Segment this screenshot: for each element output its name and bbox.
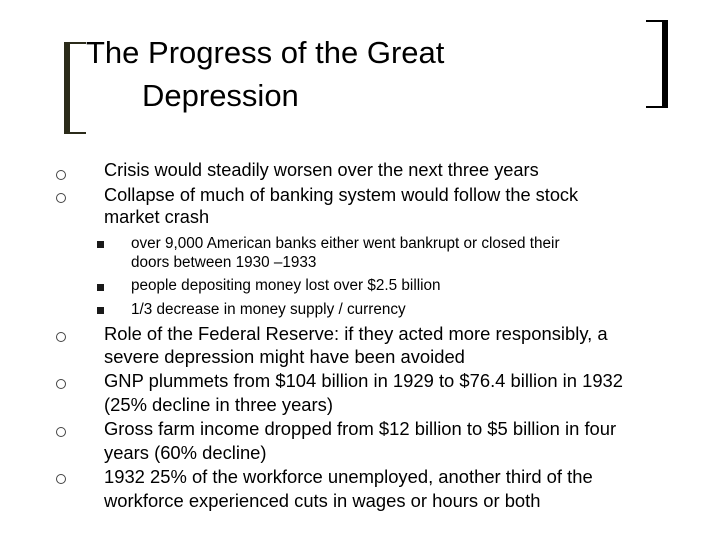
title-line-1: The Progress of the Great (86, 35, 445, 70)
bullet-text-line-1: 1932 25% of the workforce unemployed, another third of the (104, 466, 593, 487)
filled-square-bullet-icon (97, 241, 104, 248)
bullet-text-line-1: Collapse of much of banking system would follow the stock (104, 185, 579, 205)
title-line-2: Depression (142, 78, 299, 113)
hollow-circle-bullet-icon (56, 332, 66, 342)
bullet-text-line-1: Role of the Federal Reserve: if they acted more responsibly, a (104, 323, 608, 344)
hollow-circle-bullet-icon (56, 170, 66, 180)
left-bracket-icon (64, 42, 86, 134)
bullet-text-line-2: workforce experienced cuts in wages or hours or both (104, 490, 541, 511)
hollow-circle-bullet-icon (56, 474, 66, 484)
bullet-text-line-2: (25% decline in three years) (104, 394, 333, 415)
hollow-circle-bullet-icon (56, 193, 66, 203)
filled-square-bullet-icon (97, 284, 104, 291)
bullet-text-line-1: Gross farm income dropped from $12 billion to $5 billion in four (104, 418, 617, 439)
slide-title (86, 31, 444, 117)
right-bracket-icon (646, 20, 668, 108)
hollow-circle-bullet-icon (56, 427, 66, 437)
sub-bullet-text-line-1: over 9,000 American banks either went bankrupt or closed their (131, 235, 560, 252)
sub-bullet-text: people depositing money lost over $2.5 billion (131, 277, 441, 294)
filled-square-bullet-icon (97, 307, 104, 314)
bullet-text-line-1: GNP plummets from $104 billion in 1929 to $76.4 billion in 1932 (104, 370, 623, 391)
bullet-text-line-2: severe depression might have been avoided (104, 346, 465, 367)
bullet-text-line-2: market crash (104, 207, 210, 227)
sub-bullet-text: 1/3 decrease in money supply / currency (131, 301, 406, 318)
hollow-circle-bullet-icon (56, 379, 66, 389)
bullet-text-line-2: years (60% decline) (104, 442, 267, 463)
sub-bullet-text-line-2: doors between 1930 –1933 (131, 254, 317, 271)
bullet-text: Crisis would steadily worsen over the next three years (104, 160, 539, 180)
